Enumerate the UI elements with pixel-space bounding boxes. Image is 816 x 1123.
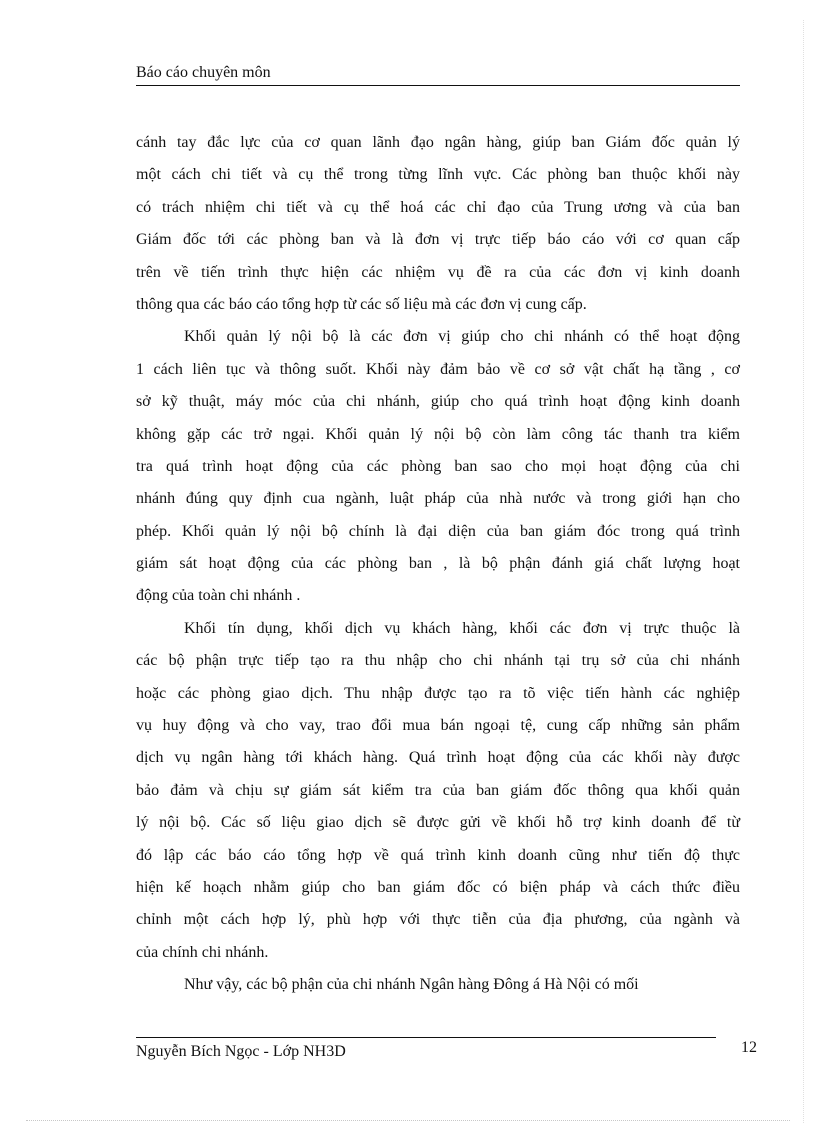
text-line: Khối tín dụng, khối dịch vụ khách hàng, khối các đơn vị trực thuộc là (184, 619, 740, 637)
page-number: 12 (741, 1039, 757, 1056)
text-line: các bộ phận trực tiếp tạo ra thu nhập cho chi nhánh tại trụ sở của chi nhánh (136, 652, 740, 670)
text-line: nhánh đúng quy định cua ngành, luật pháp của nhà nước và trong giới hạn cho (136, 490, 740, 508)
text-line: hiện kế hoạch nhằm giúp cho ban giám đốc có biện pháp và cách thức điều (136, 878, 740, 896)
footer-author: Nguyễn Bích Ngọc - Lớp NH3D (136, 1043, 346, 1060)
text-line: bảo đảm và chịu sự giám sát kiểm tra của ban giám đốc thông qua khối quản (136, 781, 740, 799)
footer-rule (136, 1037, 716, 1038)
text-line: giám sát hoạt động của các phòng ban , là bộ phận đánh giá chất lượng hoạt (136, 555, 740, 573)
page-edge-bottom (26, 1120, 790, 1121)
page-header (136, 61, 740, 86)
text-line: Giám đốc tới các phòng ban và là đơn vị trực tiếp báo cáo với cơ quan cấp (136, 231, 740, 249)
text-line: của chính chi nhánh. (136, 943, 269, 961)
text-line: chỉnh một cách hợp lý, phù hợp với thực tiễn của địa phương, của ngành và (136, 911, 740, 929)
text-line: hoặc các phòng giao dịch. Thu nhập được tạo ra tõ việc tiến hành các nghiệp (136, 684, 740, 702)
text-line: lý nội bộ. Các số liệu giao dịch sẽ được gửi về khối hỗ trợ kinh doanh để từ (136, 814, 740, 832)
text-line: một cách chi tiết và cụ thể trong từng lĩnh vực. Các phòng ban thuộc khối này (136, 166, 740, 184)
text-line: động của toàn chi nhánh . (136, 587, 301, 605)
text-line: Khối quản lý nội bộ là các đơn vị giúp cho chi nhánh có thể hoạt động (184, 328, 740, 346)
text-line: vụ huy động và cho vay, trao đổi mua bán ngoại tệ, cung cấp những sản phẩm (136, 717, 740, 735)
page-edge-right (803, 20, 804, 1123)
text-line: tra quá trình hoạt động của các phòng ban sao cho mọi hoạt động của chi (136, 457, 740, 475)
text-line: sở kỹ thuật, máy móc của chi nhánh, giúp cho quá trình hoạt động kinh doanh (136, 393, 740, 411)
text-line: đó lập các báo cáo tổng hợp về quá trình kinh doanh cũng như tiến độ thực (136, 846, 740, 864)
text-line: không gặp các trở ngại. Khối quản lý nội bộ còn làm công tác thanh tra kiểm (136, 425, 740, 443)
text-line: cánh tay đắc lực của cơ quan lãnh đạo ngân hàng, giúp ban Giám đốc quản lý (136, 134, 740, 151)
text-line: Như vậy, các bộ phận của chi nhánh Ngân hàng Đông á Hà Nội có mối (184, 976, 639, 994)
text-line: dịch vụ ngân hàng tới khách hàng. Quá trình hoạt động của các khối này được (136, 749, 740, 767)
text-line: 1 cách liên tục và thông suốt. Khối này đảm bảo về cơ sở vật chất hạ tầng , cơ (136, 360, 740, 378)
body-text (136, 127, 740, 1002)
text-line: phép. Khối quản lý nội bộ chính là đại diện của ban giám đóc trong quá trình (136, 522, 740, 540)
header-title: Báo cáo chuyên môn (136, 64, 271, 81)
text-line: thông qua các báo cáo tổng hợp từ các số liệu mà các đơn vị cung cấp. (136, 295, 587, 313)
text-line: trên về tiến trình thực hiện các nhiệm vụ đề ra của các đơn vị kinh doanh (136, 263, 740, 281)
text-line: có trách nhiệm chi tiết và cụ thể hoá các chỉ đạo của Trung ương và của ban (136, 198, 740, 216)
